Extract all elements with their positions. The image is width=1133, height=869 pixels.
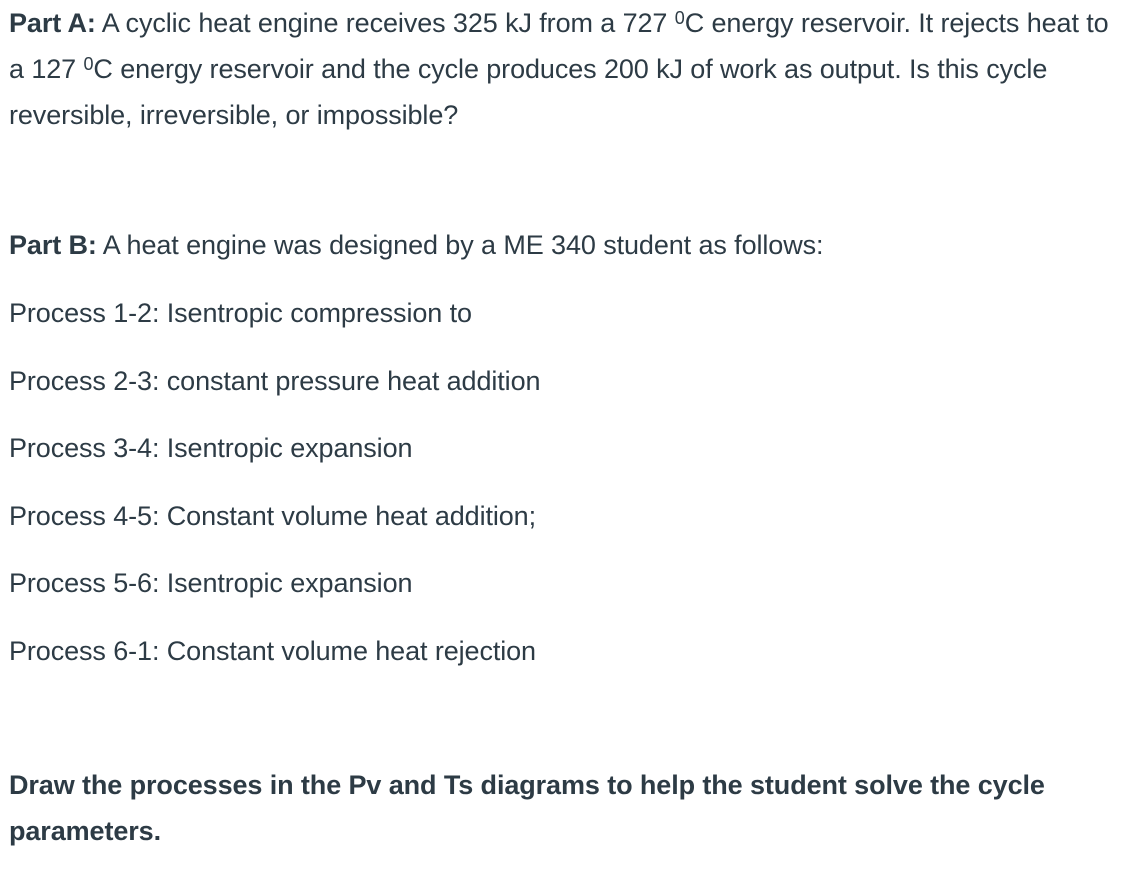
part-a-label: Part A: bbox=[9, 8, 96, 38]
degree-superscript-1: 0 bbox=[674, 8, 685, 28]
part-a-paragraph bbox=[9, 0, 1127, 138]
part-b-label: Part B: bbox=[9, 230, 97, 260]
part-b-paragraph bbox=[9, 222, 823, 268]
degree-superscript-2: 0 bbox=[83, 54, 94, 74]
part-a-text-1: A cyclic heat engine receives 325 kJ from a 727 bbox=[95, 8, 675, 38]
process-5-6: Process 5-6: Isentropic expansion bbox=[9, 568, 413, 598]
process-2-3: Process 2-3: constant pressure heat addition bbox=[9, 366, 541, 396]
process-6-1: Process 6-1: Constant volume heat rejection bbox=[9, 636, 536, 666]
instruction-text: Draw the processes in the Pv and Ts diagrams to help the student solve the cycle parameters. bbox=[9, 770, 1045, 846]
process-3-4: Process 3-4: Isentropic expansion bbox=[9, 433, 413, 463]
part-a-text-3: C energy reservoir and the cycle produces 200 kJ of work as output. Is this cycle reversible, irreversible, or impossible? bbox=[9, 54, 1048, 130]
process-1-2: Process 1-2: Isentropic compression to bbox=[9, 298, 472, 328]
part-b-text: A heat engine was designed by a ME 340 student as follows: bbox=[96, 230, 824, 260]
part-a-text-2: C energy reservoir. It rejects heat to a 127 bbox=[9, 8, 1109, 84]
process-4-5: Process 4-5: Constant volume heat addition; bbox=[9, 501, 536, 531]
